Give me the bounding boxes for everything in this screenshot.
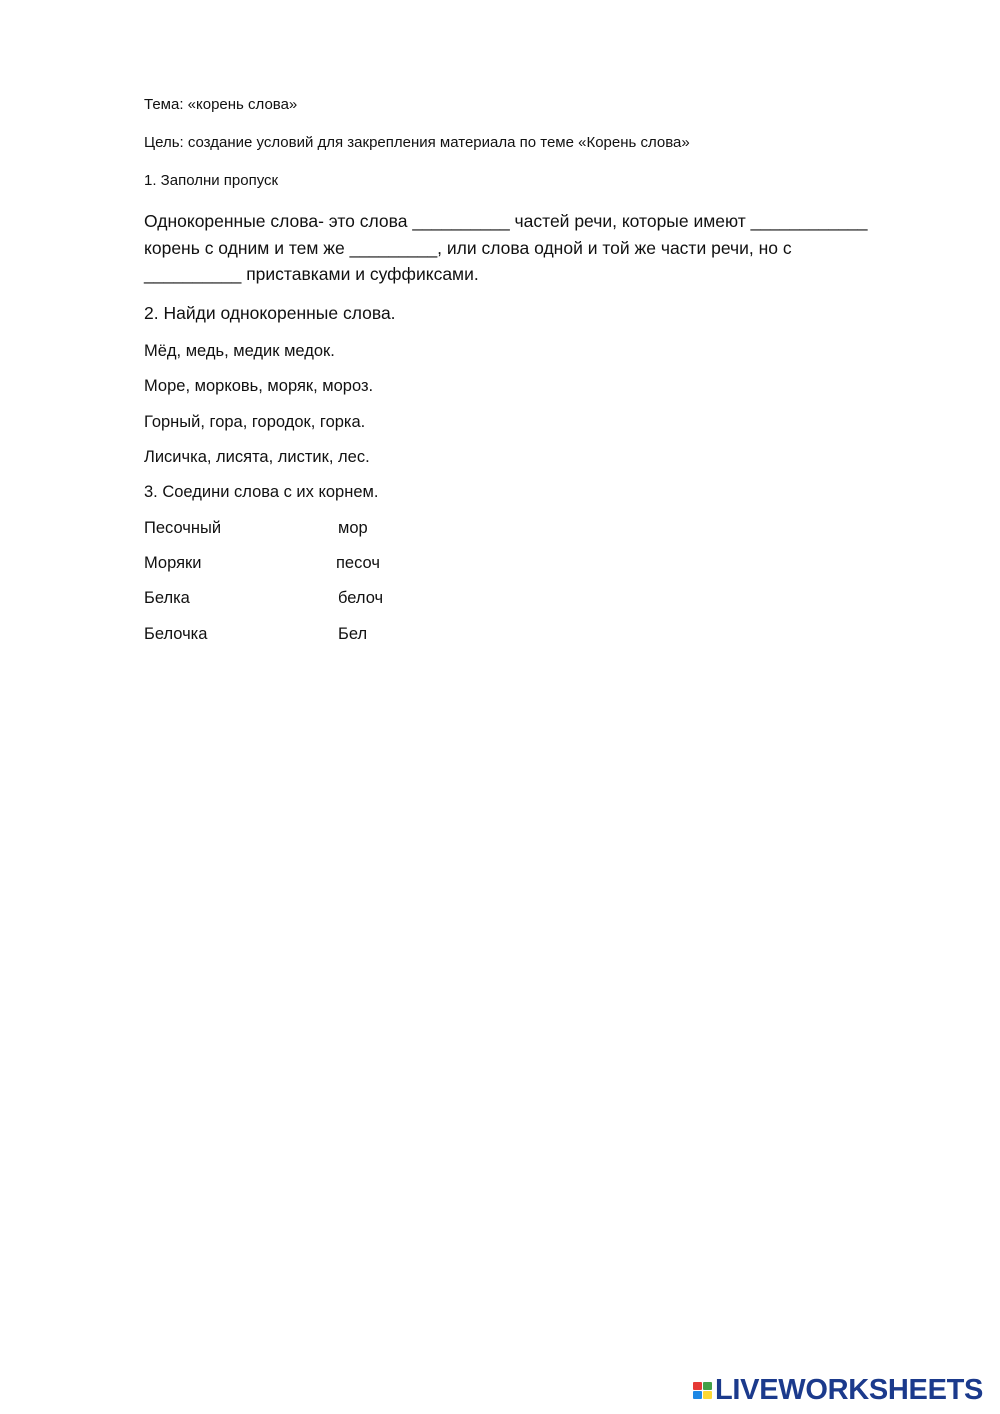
task3-word: Моряки <box>144 554 202 572</box>
task1-line: Однокоренные слова- это слова __________ частей речи, которые имеют ____________ <box>144 211 868 231</box>
task3-root: мор <box>338 519 368 537</box>
task3-root: белоч <box>338 589 384 607</box>
liveworksheets-logo <box>693 1376 983 1404</box>
task3-word: Белка <box>144 589 190 607</box>
task1-line: корень с одним и тем же _________, или слова одной и той же части речи, но с <box>144 237 792 258</box>
task3-word: Песочный <box>144 519 222 537</box>
liveworksheets-logo-icon <box>693 1382 712 1399</box>
topic-heading: Тема: «корень слова» <box>144 96 298 113</box>
task1-title: 1. Заполни пропуск <box>144 172 279 189</box>
task1-line: __________ приставками и суффиксами. <box>144 264 479 284</box>
task2-title: 2. Найди однокоренные слова. <box>144 303 396 323</box>
liveworksheets-logo-text: LIVEWORKSHEETS <box>715 1374 984 1406</box>
task3-word: Белочка <box>144 625 208 643</box>
task2-row: Мёд, медь, медик медок. <box>144 342 335 360</box>
task2-row: Горный, гора, городок, горка. <box>144 413 366 431</box>
goal-text: Цель: создание условий для закрепления материала по теме «Корень слова» <box>144 134 690 151</box>
task3-title: 3. Соедини слова с их корнем. <box>144 483 379 501</box>
task1-paragraph <box>144 208 924 288</box>
task2-row: Лисичка, лисята, листик, лес. <box>144 448 370 466</box>
task3-root: Бел <box>338 625 368 643</box>
task3-root: песоч <box>336 554 380 572</box>
task2-row: Море, морковь, моряк, мороз. <box>144 377 374 395</box>
